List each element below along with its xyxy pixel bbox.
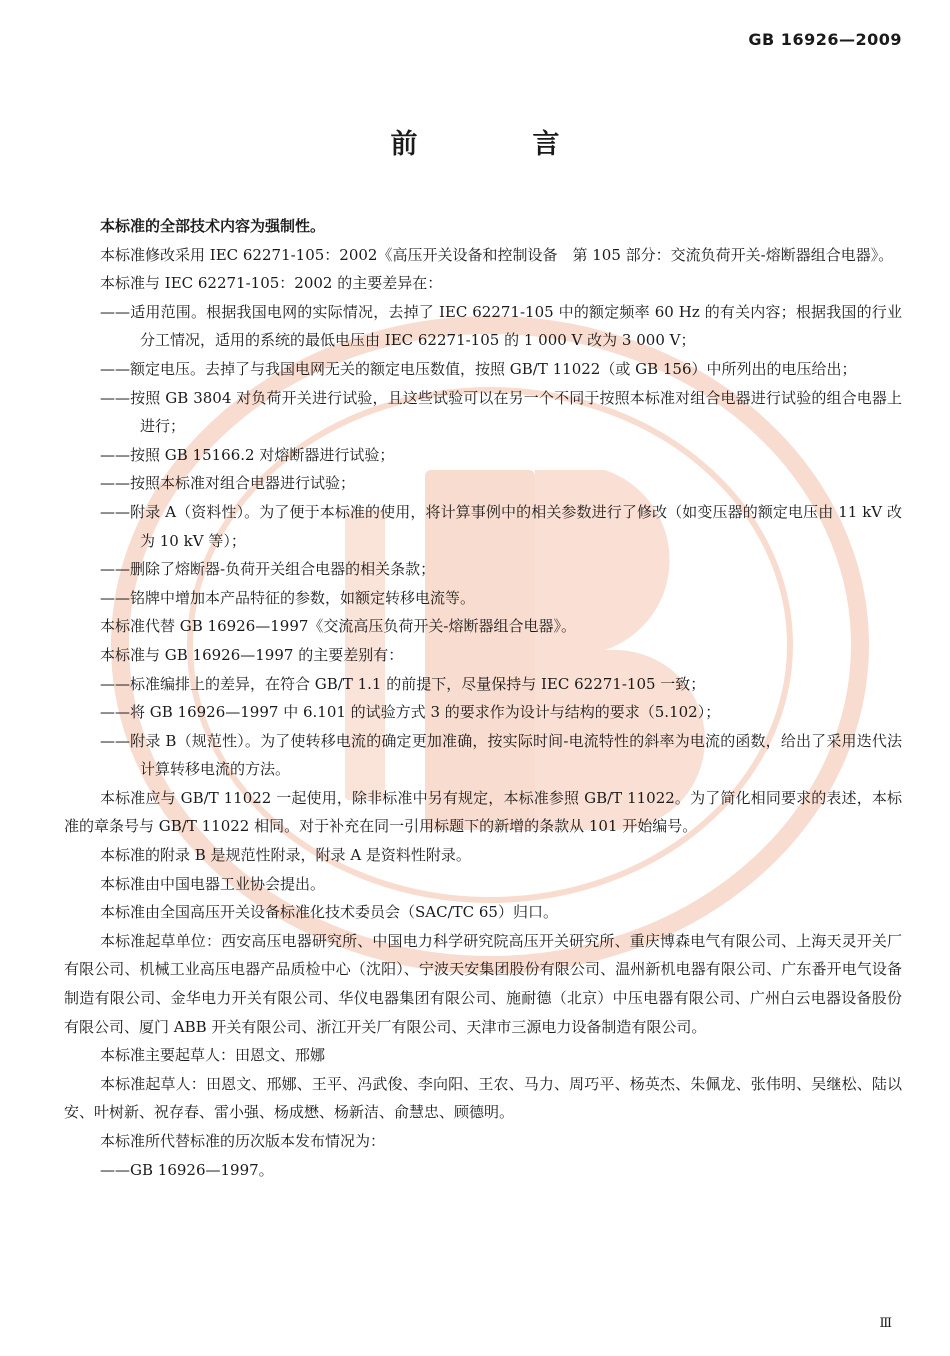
paragraph: 本标准由中国电器工业协会提出。 [100, 874, 326, 893]
list-item: ——铭牌中增加本产品特征的参数，如额定转移电流等。 [100, 588, 476, 607]
paragraph: 本标准代替 GB 16926—1997《交流高压负荷开关-熔断器组合电器》。 [100, 617, 577, 636]
paragraph: 本标准起草人：田恩文、邢娜、王平、冯武俊、李向阳、王农、马力、周巧平、杨英杰、朱佩龙、张伟明、吴继松、陆以安、叶树新、祝存春、雷小强、杨成懋、杨新洁、俞慧忠、顾德明。 [64, 1074, 902, 1122]
list-item: ——额定电压。去掉了与我国电网无关的额定电压数值，按照 GB/T 11022（或 GB 156）中所列出的电压给出； [100, 359, 857, 378]
paragraph: 本标准主要起草人：田恩文、邢娜 [100, 1046, 326, 1065]
list-item: ——GB 16926—1997。 [100, 1160, 274, 1179]
list-item: ——删除了熔断器-负荷开关组合电器的相关条款； [100, 560, 436, 579]
foreword-body [64, 212, 902, 1184]
paragraph: 本标准起草单位：西安高压电器研究所、中国电力科学研究院高压开关研究所、重庆博森电气有限公司、上海天灵开关厂有限公司、机械工业高压电器产品质检中心（沈阳）、宁波天安集团股份有限公司、温州新机电器有限公司、广东番开电气设备制造有限公司、金华电力开关有限公司、华仪电器集团有限公司、施耐德（北京）中压电器有限公司、广州白云电器设备股份有限公司、厦门 ABB 开关有限公司、浙江开关厂有限公司、天津市三源电力设备制造有限公司。 [64, 931, 902, 1036]
list-item: ——按照本标准对组合电器进行试验； [100, 474, 356, 493]
list-item: ——附录 A（资料性）。为了便于本标准的使用，将计算事例中的相关参数进行了修改（如变压器的额定电压由 11 kV 改为 10 kV 等）； [100, 502, 902, 550]
list-item: ——将 GB 16926—1997 中 6.101 的试验方式 3 的要求作为设计与结构的要求（5.102）； [100, 703, 721, 722]
paragraph: 本标准由全国高压开关设备标准化技术委员会（SAC/TC 65）归口。 [100, 903, 558, 922]
list-item: ——标准编排上的差异，在符合 GB/T 1.1 的前提下，尽量保持与 IEC 62271-105 一致； [100, 674, 706, 693]
list-item: ——按照 GB 15166.2 对熔断器进行试验； [100, 445, 395, 464]
paragraph: 本标准的附录 B 是规范性附录，附录 A 是资料性附录。 [100, 846, 471, 865]
list-item: ——附录 B（规范性）。为了使转移电流的确定更加准确，按实际时间-电流特性的斜率为电流的函数，给出了采用迭代法计算转移电流的方法。 [100, 731, 902, 779]
paragraph: 本标准的全部技术内容为强制性。 [100, 217, 326, 235]
list-item: ——适用范围。根据我国电网的实际情况，去掉了 IEC 62271-105 中的额定频率 60 Hz 的有关内容；根据我国的行业分工情况，适用的系统的最低电压由 IEC 62271-105 的 1 000 V 改为 3 000 V； [100, 302, 902, 350]
page-title: 前 言 [390, 129, 604, 160]
paragraph: 本标准与 IEC 62271-105：2002 的主要差异在： [100, 274, 443, 293]
page-number: Ⅲ [879, 1316, 892, 1331]
paragraph: 本标准修改采用 IEC 62271-105：2002《高压开关设备和控制设备 第 105 部分：交流负荷开关-熔断器组合电器》。 [100, 245, 894, 264]
paragraph: 本标准所代替标准的历次版本发布情况为： [100, 1132, 386, 1150]
list-item: ——按照 GB 3804 对负荷开关进行试验，且这些试验可以在另一个不同于按照本标准对组合电器进行试验的组合电器上进行； [100, 388, 902, 436]
paragraph: 本标准与 GB 16926—1997 的主要差别有： [100, 645, 404, 664]
standard-number: GB 16926—2009 [748, 30, 902, 49]
paragraph: 本标准应与 GB/T 11022 一起使用，除非标准中另有规定，本标准参照 GB/T 11022。为了简化相同要求的表述，本标准的章条号与 GB/T 11022 相同。对于补充在同一引用标题下的新增的条款从 101 开始编号。 [64, 788, 902, 836]
